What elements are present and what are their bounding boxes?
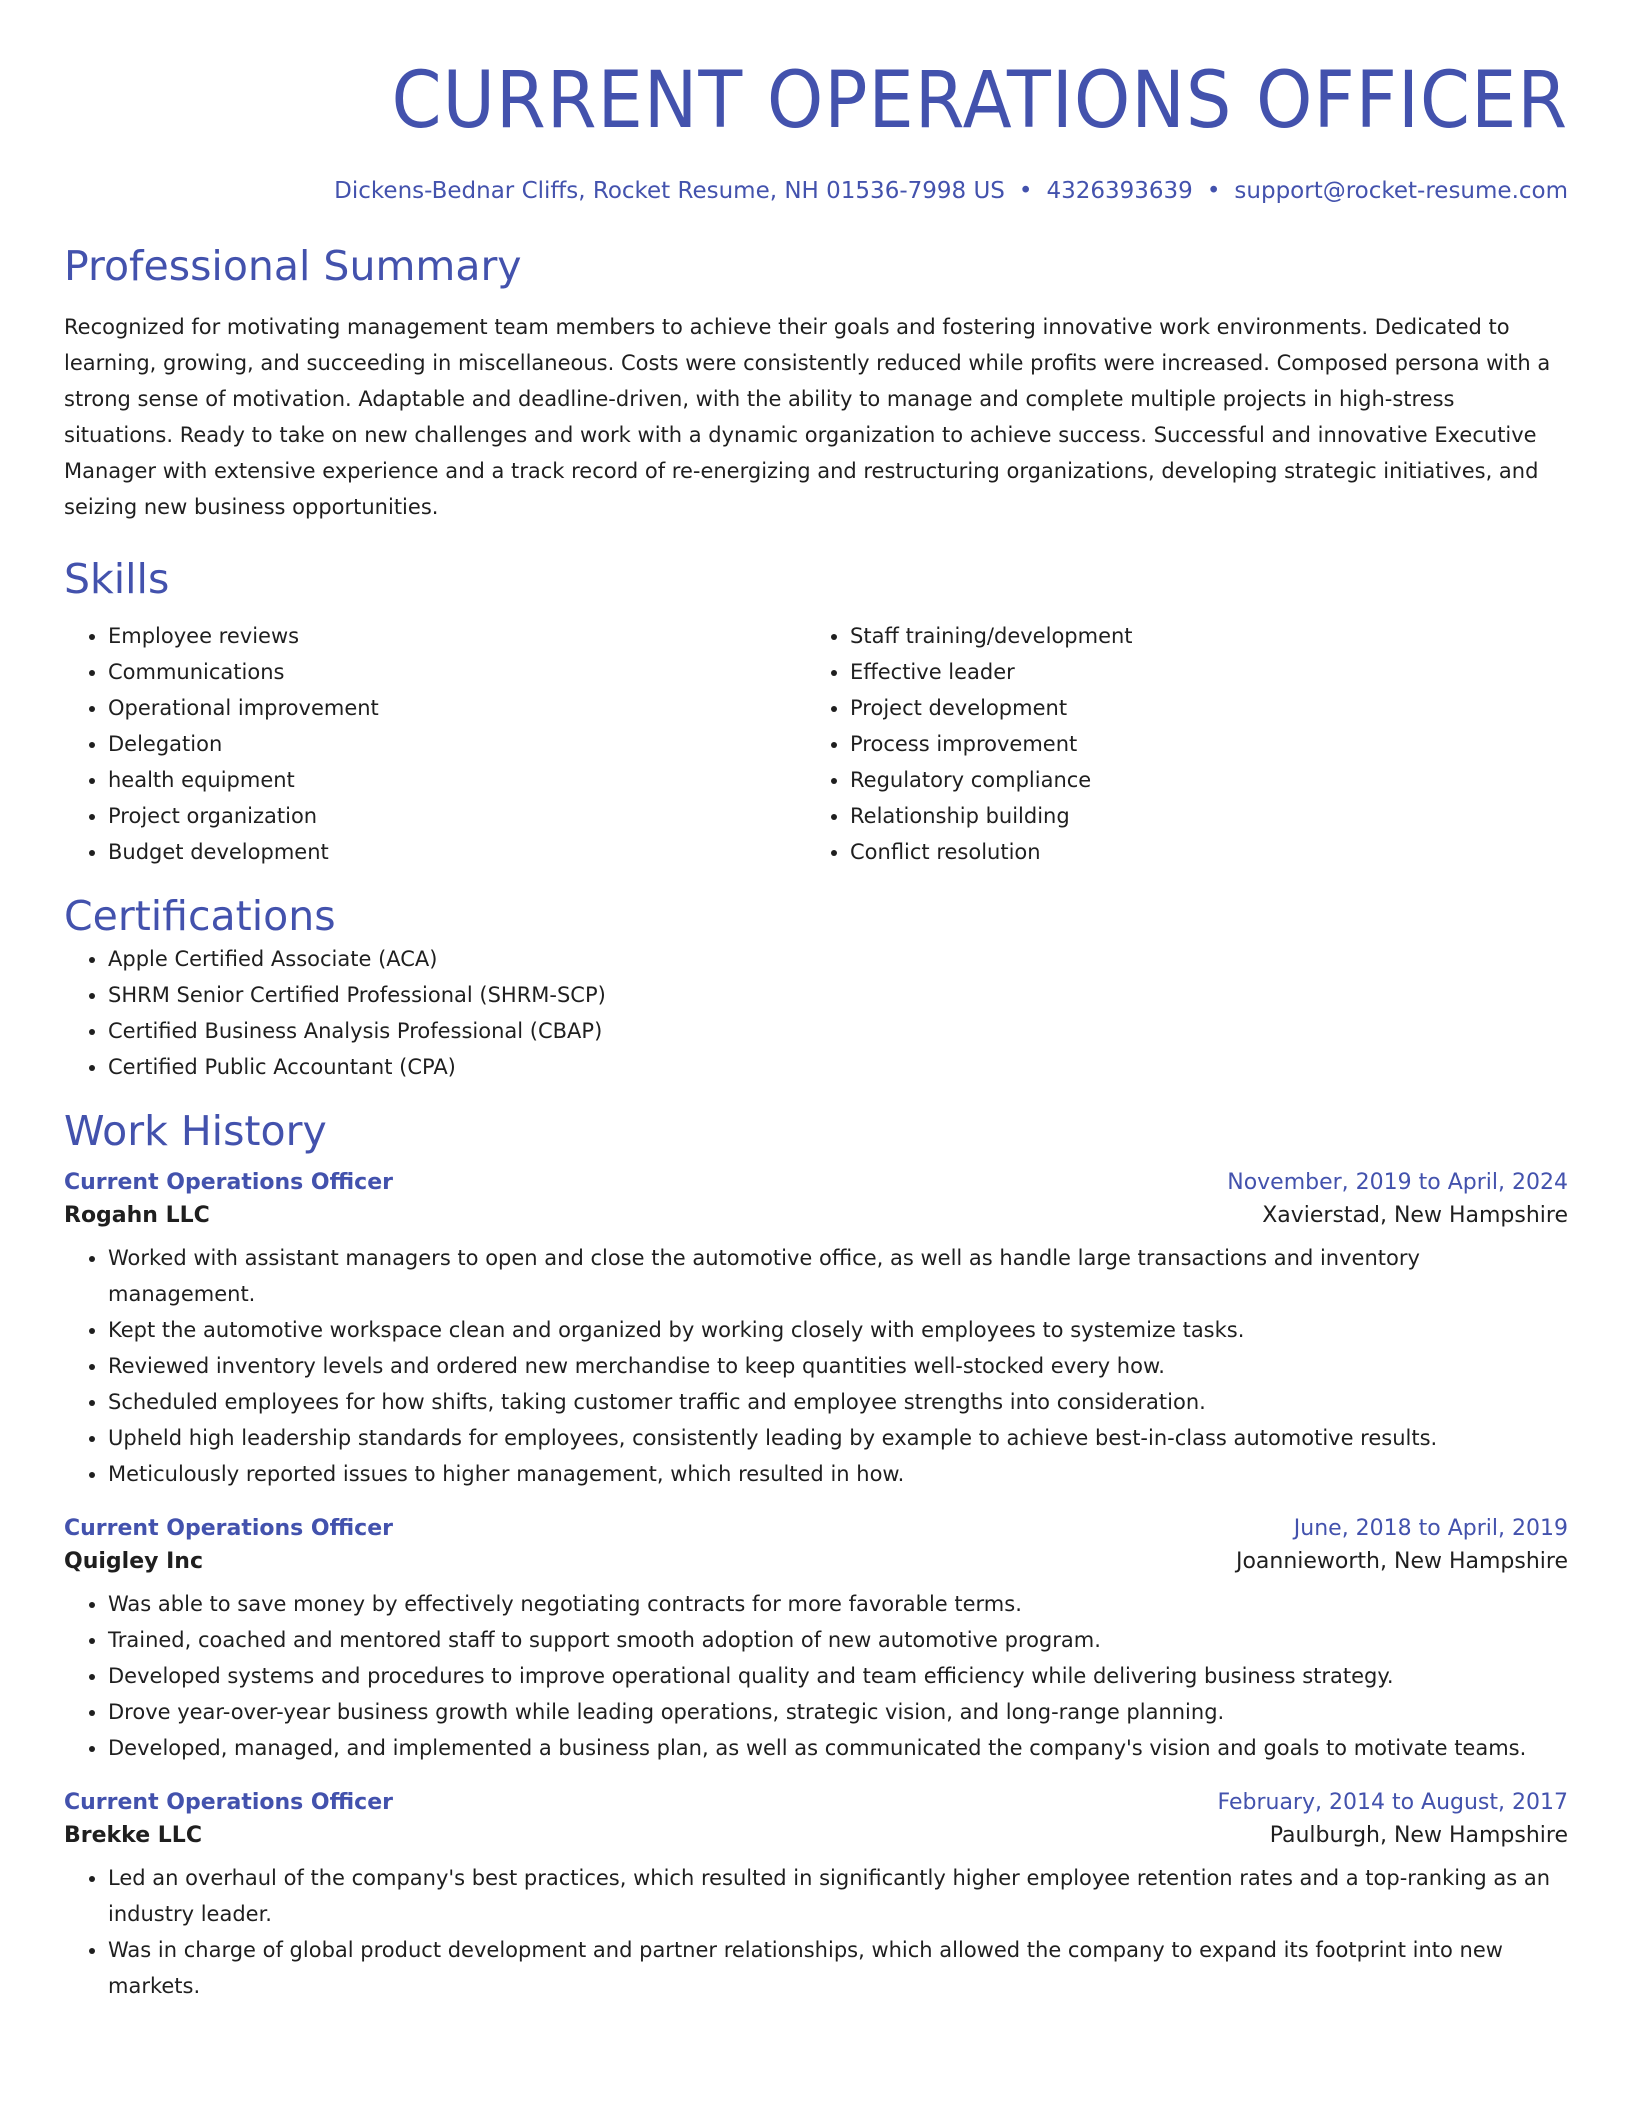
job-entry	[64, 1790, 1568, 2004]
job-bullets	[64, 1860, 1568, 2004]
skill-item: • Communications	[108, 654, 806, 690]
skill-item: • health equipment	[108, 762, 806, 798]
job-header-row	[64, 1516, 1568, 1541]
certification-item: • SHRM Senior Certified Professional (SHRM-SCP)	[108, 977, 1568, 1013]
job-bullet: • Developed systems and procedures to improve operational quality and team efficiency while delivering business strategy.	[108, 1658, 1568, 1694]
skill-item: • Regulatory compliance	[850, 762, 1548, 798]
job-bullet: • Was in charge of global product development and partner relationships, which allowed the company to expand its footprint into new markets.	[108, 1932, 1568, 2004]
job-location: Xavierstad, New Hampshire	[1262, 1203, 1568, 1229]
skill-item: • Budget development	[108, 834, 806, 870]
job-bullet: • Drove year-over-year business growth while leading operations, strategic vision, and long-range planning.	[108, 1694, 1568, 1730]
job-bullet: • Worked with assistant managers to open and close the automotive office, as well as handle large transactions and inventory management.	[108, 1240, 1568, 1312]
skill-item: • Process improvement	[850, 726, 1548, 762]
certifications-list	[64, 941, 1568, 1085]
resume-page	[64, 0, 1568, 2004]
job-bullets	[64, 1240, 1568, 1492]
job-bullet: • Kept the automotive workspace clean and organized by working closely with employees to systemize tasks.	[108, 1312, 1568, 1348]
contact-line	[64, 178, 1568, 206]
skill-item: • Employee reviews	[108, 618, 806, 654]
job-bullet: • Scheduled employees for how shifts, taking customer traffic and employee strengths into consideration.	[108, 1384, 1568, 1420]
job-header-row	[64, 1790, 1568, 1815]
job-company-row	[64, 1823, 1568, 1848]
skill-item: • Operational improvement	[108, 690, 806, 726]
job-company: Brekke LLC	[64, 1823, 202, 1849]
certification-item: • Certified Public Accountant (CPA)	[108, 1049, 1568, 1085]
certifications-heading: Certifications	[64, 891, 336, 940]
contact-email: support@rocket-resume.com	[1234, 178, 1568, 204]
resume-name: CURRENT OPERATIONS OFFICER	[391, 56, 1569, 146]
job-bullet: • Reviewed inventory levels and ordered new merchandise to keep quantities well-stocked every how.	[108, 1348, 1568, 1384]
job-title: Current Operations Officer	[64, 1170, 393, 1196]
skill-item: • Delegation	[108, 726, 806, 762]
job-location: Paulburgh, New Hampshire	[1269, 1823, 1568, 1849]
contact-separator: •	[1018, 178, 1033, 204]
summary-text: Recognized for motivating management team members to achieve their goals and fostering innovative work environments. Dedicated to learning, growing, and succeeding in miscellaneous. Costs were consistently reduced while profits were increased. Composed persona with a strong sense of motivation. Adaptable and deadline-driven, with the ability to manage and complete multiple projects in high-stress situations. Ready to take on new challenges and work with a dynamic organization to achieve success. Successful and innovative Executive Manager with extensive experience and a track record of re-energizing and restructuring organizations, developing strategic initiatives, and seizing new business opportunities.	[64, 314, 1551, 519]
job-title: Current Operations Officer	[64, 1790, 393, 1816]
job-company-row	[64, 1549, 1568, 1574]
skill-item: • Conflict resolution	[850, 834, 1548, 870]
job-header-row	[64, 1170, 1568, 1195]
job-bullet: • Upheld high leadership standards for employees, consistently leading by example to achieve best-in-class automotive results.	[108, 1420, 1568, 1456]
work-history-list	[64, 1170, 1568, 2004]
job-dates: November, 2019 to April, 2024	[1227, 1170, 1568, 1196]
skills-list	[64, 618, 1568, 870]
job-bullet: • Was able to save money by effectively negotiating contracts for more favorable terms.	[108, 1586, 1568, 1622]
job-dates: February, 2014 to August, 2017	[1217, 1790, 1568, 1816]
job-company: Rogahn LLC	[64, 1203, 210, 1229]
job-bullets	[64, 1586, 1568, 1766]
job-entry	[64, 1516, 1568, 1766]
skills-right-column	[806, 618, 1548, 870]
skill-item: • Project organization	[108, 798, 806, 834]
skills-heading: Skills	[64, 554, 170, 603]
job-title: Current Operations Officer	[64, 1516, 393, 1542]
job-bullet: • Meticulously reported issues to higher management, which resulted in how.	[108, 1456, 1568, 1492]
skills-left-column	[64, 618, 806, 870]
contact-separator: •	[1206, 178, 1221, 204]
job-company: Quigley Inc	[64, 1549, 204, 1575]
skill-item: • Effective leader	[850, 654, 1548, 690]
certification-item: • Certified Business Analysis Professional (CBAP)	[108, 1013, 1568, 1049]
skill-item: • Staff training/development	[850, 618, 1548, 654]
job-bullet: • Trained, coached and mentored staff to support smooth adoption of new automotive program.	[108, 1622, 1568, 1658]
work-history-heading: Work History	[64, 1107, 327, 1156]
job-bullet: • Developed, managed, and implemented a business plan, as well as communicated the company's vision and goals to motivate teams.	[108, 1730, 1568, 1766]
job-bullet: • Led an overhaul of the company's best practices, which resulted in significantly higher employee retention rates and a top-ranking as an industry leader.	[108, 1860, 1568, 1932]
certification-item: • Apple Certified Associate (ACA)	[108, 941, 1568, 977]
job-location: Joannieworth, New Hampshire	[1235, 1549, 1568, 1575]
summary-heading: Professional Summary	[64, 241, 522, 290]
job-company-row	[64, 1203, 1568, 1228]
contact-phone: 4326393639	[1046, 178, 1193, 204]
contact-address: Dickens-Bednar Cliffs, Rocket Resume, NH 01536-7998 US	[334, 178, 1005, 204]
skill-item: • Relationship building	[850, 798, 1548, 834]
job-dates: June, 2018 to April, 2019	[1293, 1516, 1568, 1542]
skill-item: • Project development	[850, 690, 1548, 726]
job-entry	[64, 1170, 1568, 1492]
